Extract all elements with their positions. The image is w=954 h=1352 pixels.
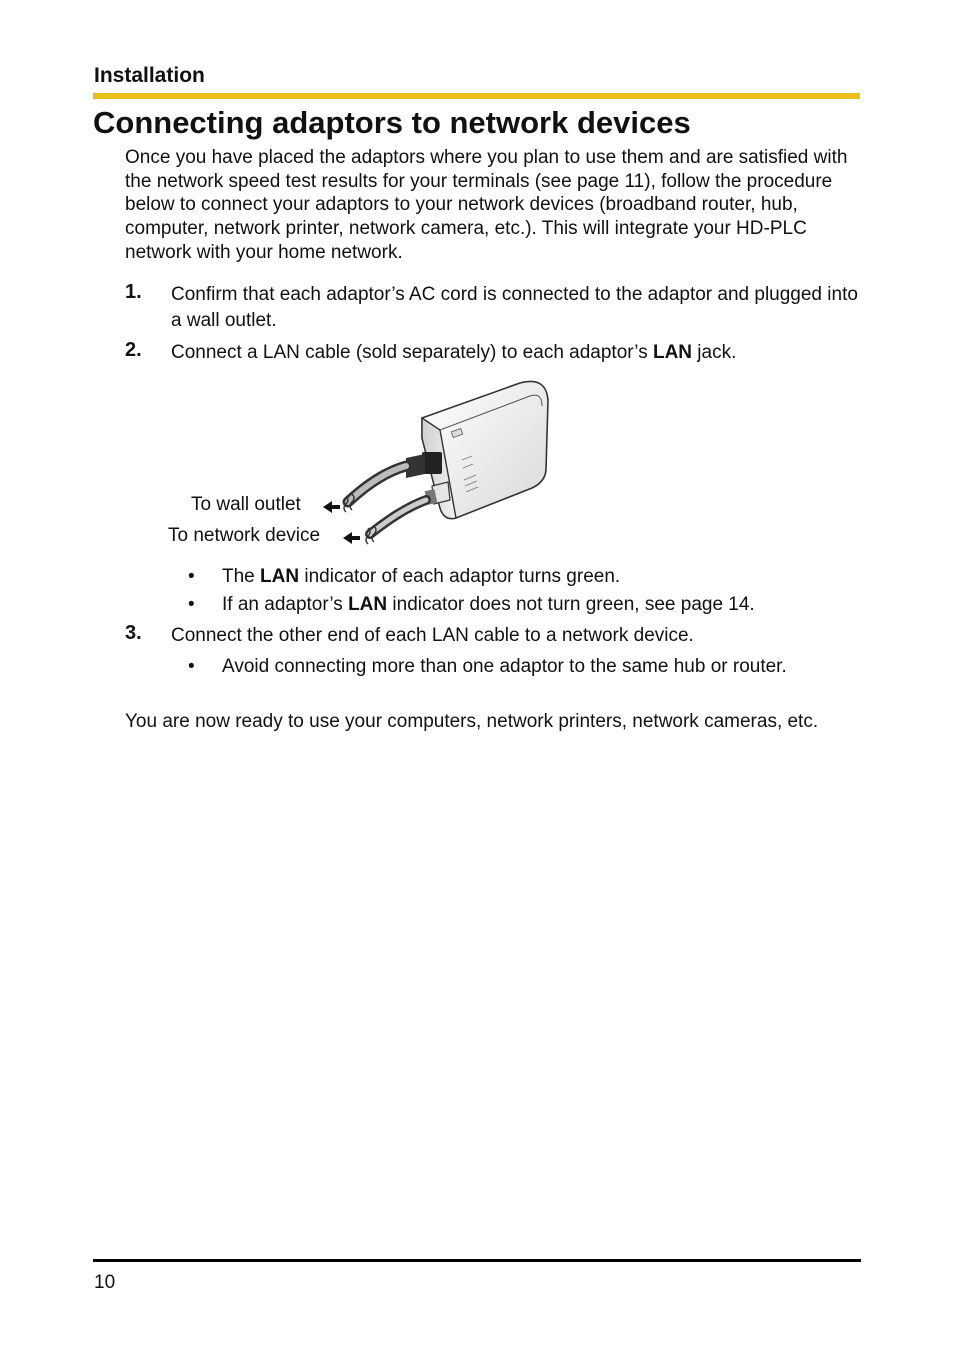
bullet-dot: • bbox=[188, 656, 195, 677]
step-text: Confirm that each adaptor’s AC cord is connected to the adaptor and plugged into a wall outlet. bbox=[171, 284, 858, 331]
bullet-text-part: The bbox=[222, 566, 261, 587]
header-rule bbox=[93, 93, 860, 99]
step-number: 3. bbox=[125, 622, 142, 644]
bullet-text: Avoid connecting more than one adaptor to the same hub or router. bbox=[222, 656, 787, 677]
step-text-part: jack. bbox=[692, 342, 737, 363]
lan-keyword: LAN bbox=[260, 566, 300, 587]
step-3 bbox=[125, 623, 865, 651]
step-text: Connect the other end of each LAN cable to a network device. bbox=[171, 625, 694, 646]
footer-rule bbox=[93, 1259, 861, 1262]
step-number: 2. bbox=[125, 339, 142, 361]
step-1 bbox=[125, 282, 865, 338]
label-to-network-device: To network device bbox=[168, 525, 321, 546]
bullet-text-part: indicator does not turn green, see page 14. bbox=[387, 594, 755, 615]
closing-paragraph: You are now ready to use your computers, network printers, network cameras, etc. bbox=[125, 711, 819, 732]
section-label: Installation bbox=[94, 64, 205, 87]
label-to-wall-outlet: To wall outlet bbox=[191, 494, 301, 515]
page-title: Connecting adaptors to network devices bbox=[93, 105, 691, 140]
bullet-text-part: If an adaptor’s bbox=[222, 594, 349, 615]
page-number: 10 bbox=[94, 1272, 116, 1293]
bullet-dot: • bbox=[188, 594, 195, 615]
step-text-part: Connect a LAN cable (sold separately) to each adaptor’s bbox=[171, 342, 653, 363]
lan-keyword: LAN bbox=[652, 342, 693, 363]
step-2 bbox=[125, 340, 865, 368]
bullet-text-part: indicator of each adaptor turns green. bbox=[299, 566, 621, 587]
intro-paragraph: Once you have placed the adaptors where you plan to use them and are satisfied with the network speed test results for your terminals (see page 11), follow the procedure below to connect your adaptors to your network devices (broadband router, hub, computer, network printer, network camera, etc.). This will integrate your HD-PLC network with your home network. bbox=[125, 147, 848, 263]
step-text bbox=[171, 340, 871, 366]
lan-keyword: LAN bbox=[348, 594, 388, 615]
step-number: 1. bbox=[125, 281, 142, 303]
bullet-dot: • bbox=[188, 566, 195, 587]
